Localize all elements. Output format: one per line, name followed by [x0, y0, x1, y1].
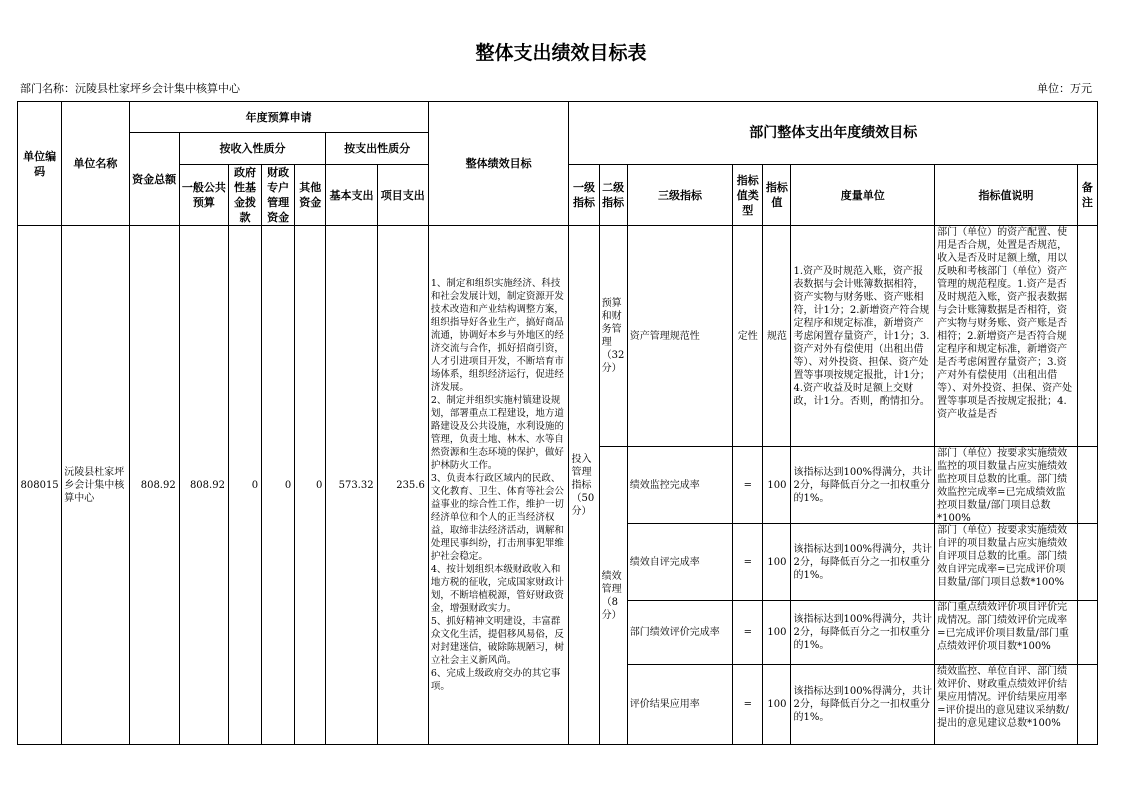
header-overall-goal: 整体绩效目标: [428, 102, 569, 226]
type-cell: 定性: [733, 226, 763, 447]
header-annual-budget: 年度预算申请: [129, 102, 428, 133]
value-cell: 规范: [763, 226, 791, 447]
desc-text: 部门（单位）按要求实施绩效自评的项目数量占应实施绩效自评项目总数的比重。部门绩效自评完成率=已完成评价项目数量/部门项目总数*100%: [937, 525, 1068, 588]
measure-cell: 该指标达到100%得满分，共计2分，每降低百分之一扣权重分的1%。: [791, 524, 935, 601]
desc-cell: [935, 226, 1078, 447]
header-total: 资金总额: [129, 133, 179, 226]
remark-cell: [1077, 601, 1097, 665]
unit-name-cell: 沅陵县杜家坪乡会计集中核算中心: [62, 226, 129, 745]
total-cell: 808.92: [129, 226, 179, 745]
general-budget-cell: 808.92: [179, 226, 228, 745]
value-cell: 100: [763, 601, 791, 665]
level3-cell: 部门绩效评价完成率: [627, 601, 732, 665]
level3-cell: 绩效监控完成率: [627, 447, 732, 524]
overall-goal-cell: 1、制定和组织实施经济、科技和社会发展计划，制定资源开发技术改造和产业结构调整方案，组织指导好各业生产，搞好商品流通，协调好本乡与外地区的经济交流与合作，抓好招商引资，人才引进项目开发，不断培育市场体系，组织经济运行，促进经济发展。 2、制定并组织实施村镇建设规划，部署重点工程建设，地方道路建设及公共设施，水利设施的管理，负责土地、林木、水等自然资源和生态环境的保护，做好护林防火工作。 3、负责本行政区域内的民政、文化教育、卫生、体育等社会公益事业的综合性工作，维护一切经济单位和个人的正当经济权益，取缔非法经济活动，调解和处理民事纠纷，打击刑事犯罪维护社会稳定。 4、按计划组织本级财政收入和地方税的征收，完成国家财政计划，不断培植税源，管好财政资金，增强财政实力。 5、抓好精神文明建设，丰富群众文化生活，提倡移风易俗，反对封建迷信，破除陈规陋习，树立社会主义新风尚。 6、完成上级政府交办的其它事项。: [428, 226, 569, 745]
level3-cell: 绩效自评完成率: [627, 524, 732, 601]
other-fund-cell: 0: [295, 226, 326, 745]
gov-fund-cell: 0: [228, 226, 261, 745]
measure-cell: 1.资产及时规范入账，资产报表数据与会计账簿数据相符，资产实物与财务账、资产账相符，计1分；2.新增资产符合规定程序和规定标准，新增资产考虑闲置存量资产，计1分；3.资产对外有偿使用（出租出借等）、对外投资、担保、资产处置等事项按规定报批，计1分；4.资产收益及时足额上交财政，计1分。否则，酌情扣分。: [791, 226, 935, 447]
measure-cell: 该指标达到100%得满分，共计2分，每降低百分之一扣权重分的1%。: [791, 447, 935, 524]
desc-text: 部门（单位）的资产配置、使用是否合规，处置是否规范，收入是否及时足额上缴，用以反映和考核部门（单位）资产管理的规范程度。1.资产是否及时规范入账，资产报表数据与会计账簿数据是否相符，资产实物与财务账、资产账是否相符；2.新增资产是否符合规定程序和规定标准，新增资产是否考虑闲置存量资产；3.资产对外有偿使用（出租出借等）、对外投资、担保、资产处置等事项是否按规定报批；4.资产收益是否: [937, 227, 1073, 420]
desc-cell: [935, 665, 1078, 745]
type-cell: =: [733, 601, 763, 665]
unit-label: 单位：万元: [1037, 82, 1092, 95]
header-indicator-type: 指标值类型: [733, 165, 763, 226]
value-cell: 100: [763, 447, 791, 524]
header-by-income: 按收入性质分: [179, 133, 326, 165]
desc-text: 绩效监控、单位自评、部门绩效评价、财政重点绩效评价结果应用情况。评价结果应用率=评价提出的意见建议采纳数/提出的意见建议总数*100%: [937, 666, 1069, 729]
header-level2: 二级指标: [599, 165, 627, 226]
header-general-budget: 一般公共预算: [179, 165, 228, 226]
desc-text: 部门重点绩效评价项目评价完成情况。部门绩效评价完成率=已完成评价项目数量/部门重点绩效评价项目数*100%: [937, 602, 1069, 652]
basic-expense-cell: 573.32: [326, 226, 377, 745]
remark-cell: [1077, 665, 1097, 745]
type-cell: =: [733, 665, 763, 745]
header-remark: 备注: [1077, 165, 1097, 226]
header-basic-expense: 基本支出: [326, 165, 377, 226]
header-project-expense: 项目支出: [377, 165, 428, 226]
desc-cell: [935, 601, 1078, 665]
remark-cell: [1077, 524, 1097, 601]
header-other-fund: 其他资金: [295, 165, 326, 226]
desc-cell: [935, 524, 1078, 601]
measure-cell: 该指标达到100%得满分，共计2分，每降低百分之一扣权重分的1%。: [791, 601, 935, 665]
level1-cell: 投入管理指标（50分）: [569, 226, 599, 745]
type-cell: =: [733, 524, 763, 601]
unit-code-cell: 808015: [18, 226, 62, 745]
header-indicator-value: 指标值: [763, 165, 791, 226]
project-expense-cell: 235.6: [377, 226, 428, 745]
page-title: 整体支出绩效目标表: [475, 42, 647, 64]
special-fund-cell: 0: [262, 226, 295, 745]
header-level1: 一级指标: [569, 165, 599, 226]
header-indicator-desc: 指标值说明: [935, 165, 1078, 226]
level2-cell: 预算和财务管理（32分）: [599, 226, 627, 447]
header-unit-code: 单位编码: [18, 102, 62, 226]
header-dept-goal: 部门整体支出年度绩效目标: [569, 102, 1098, 165]
measure-cell: 该指标达到100%得满分，共计2分，每降低百分之一扣权重分的1%。: [791, 665, 935, 745]
desc-cell: [935, 447, 1078, 524]
header-special-fund: 财政专户管理资金: [262, 165, 295, 226]
header-gov-fund: 政府性基金拨款: [228, 165, 261, 226]
performance-table: [17, 101, 1098, 745]
level3-cell: 资产管理规范性: [627, 226, 732, 447]
header-unit-name: 单位名称: [62, 102, 129, 226]
header-measure-unit: 度量单位: [791, 165, 935, 226]
remark-cell: [1077, 447, 1097, 524]
desc-text: 部门（单位）按要求实施绩效监控的项目数量占应实施绩效监控项目总数的比重。部门绩效监控完成率=已完成绩效监控项目数量/部门项目总数*100%: [937, 448, 1068, 523]
value-cell: 100: [763, 524, 791, 601]
header-by-expense: 按支出性质分: [326, 133, 428, 165]
type-cell: =: [733, 447, 763, 524]
remark-cell: [1077, 226, 1097, 447]
header-level3: 三级指标: [627, 165, 732, 226]
department-name: 部门名称：沅陵县杜家坪乡会计集中核算中心: [20, 82, 240, 95]
level2-cell: 绩效管理（8分）: [599, 447, 627, 745]
level3-cell: 评价结果应用率: [627, 665, 732, 745]
value-cell: 100: [763, 665, 791, 745]
